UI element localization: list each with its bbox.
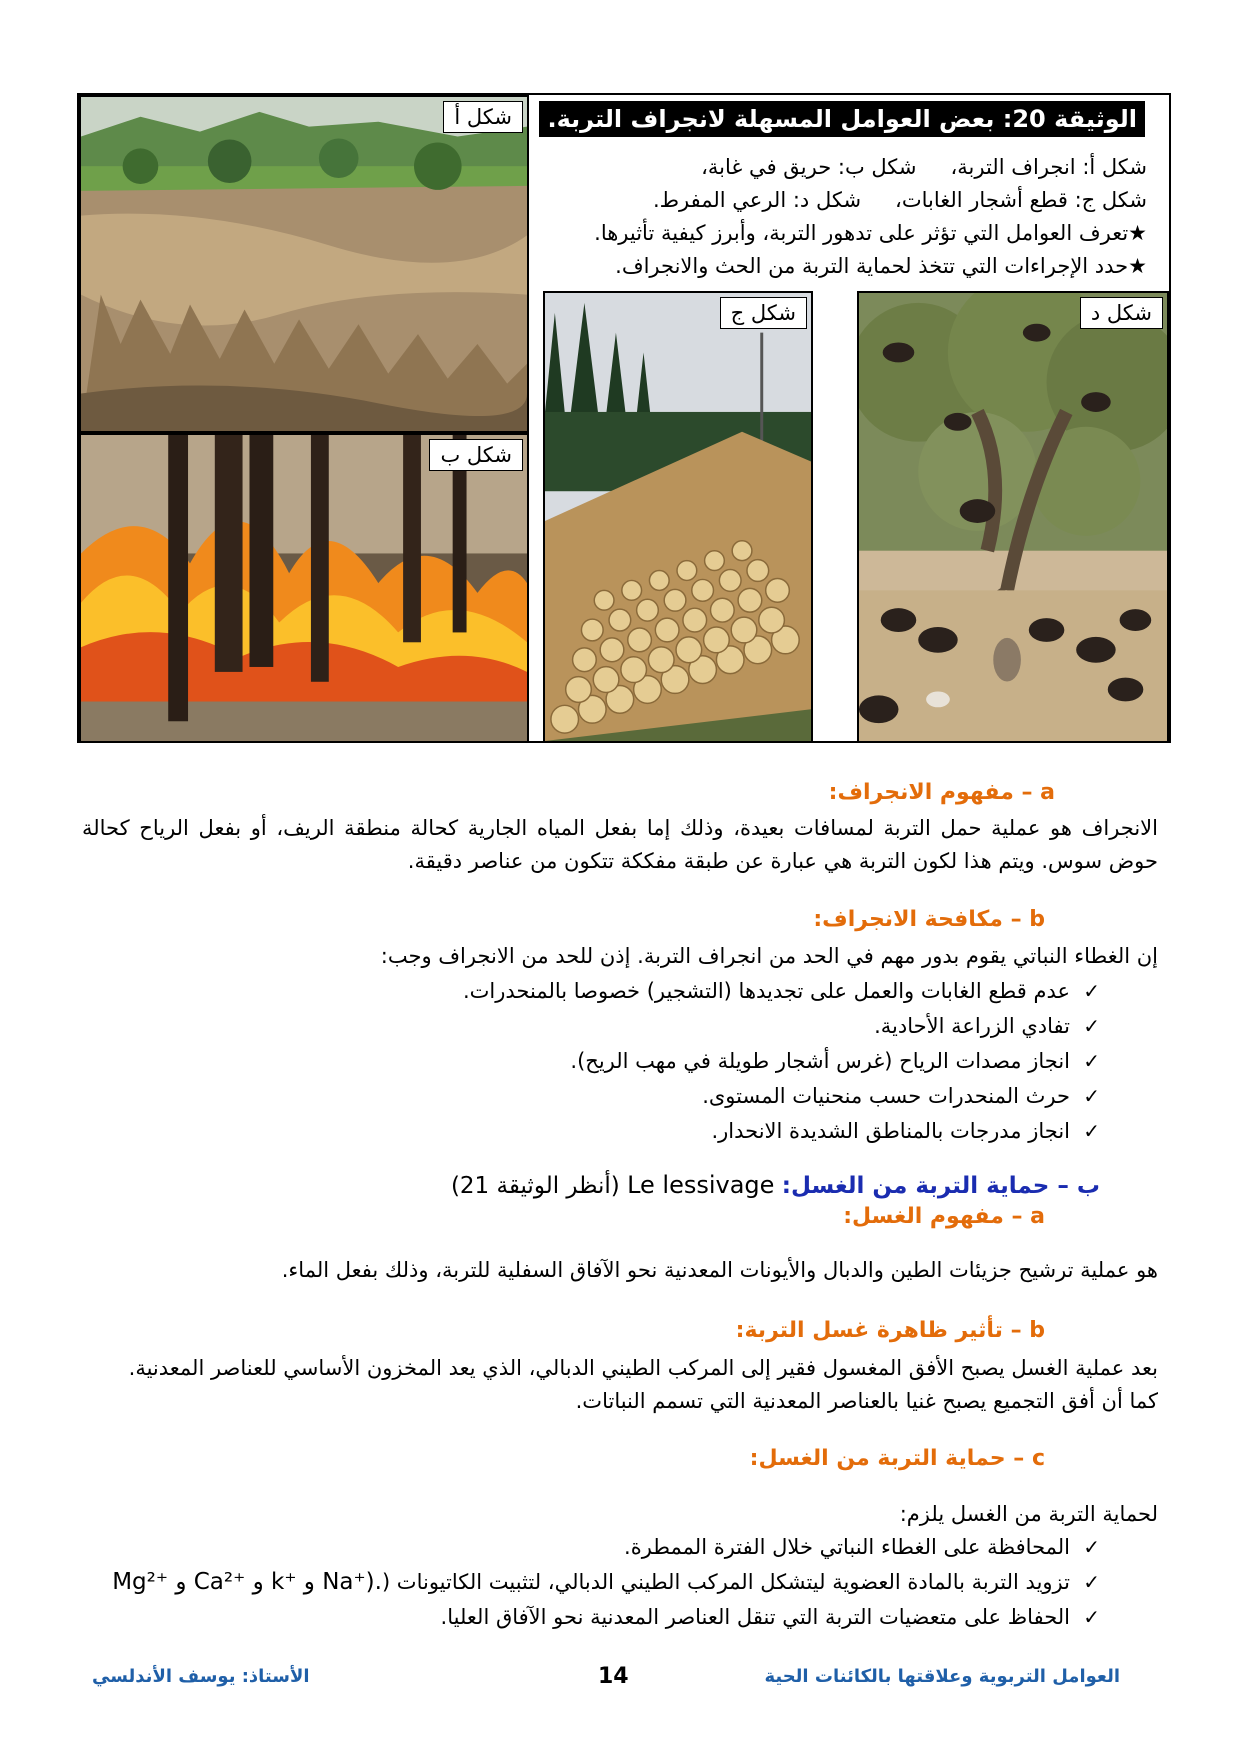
document-20-frame <box>77 93 1171 743</box>
list-item: ✓ عدم قطع الغابات والعمل على تجديدها (التشجير) خصوصا بالمنحدرات. <box>100 974 1100 1009</box>
log-pile-image <box>545 293 811 741</box>
check-icon: ✓ <box>1083 979 1100 1003</box>
leaching-protect-intro: لحماية التربة من الغسل يلزم: <box>899 1502 1158 1526</box>
leaching-section-title <box>451 1169 1100 1203</box>
caption-a: شكل أ: انجراف التربة، <box>950 155 1147 179</box>
photo-soil-erosion <box>79 95 529 433</box>
leaching-protect-list <box>50 1530 1100 1635</box>
caption-line-1 <box>527 151 1147 184</box>
soil-erosion-image <box>81 97 527 431</box>
list-item: ✓ انجاز مدرجات بالمناطق الشديدة الانحدار. <box>100 1114 1100 1149</box>
caption-d: شكل د: الرعي المفرط. <box>652 188 862 212</box>
caption-b: شكل ب: حريق في غابة، <box>701 155 917 179</box>
list-item: ✓ تزويد التربة بالمادة العضوية ليتشكل المركب الطيني الدبالي، لتثبيت الكاتيونات (Mg²⁺ و Ca²⁺ و k⁺ و Na⁺). <box>50 1565 1100 1600</box>
photo-cut-trees <box>543 291 813 743</box>
photo-overgrazing <box>857 291 1169 743</box>
figure-label-d: شكل د <box>1080 297 1163 329</box>
cations-list: Mg²⁺ و Ca²⁺ و k⁺ و Na⁺). <box>112 1569 382 1595</box>
erosion-concept-heading: a – مفهوم الانجراف: <box>828 780 1055 805</box>
caption-line-2 <box>527 184 1147 217</box>
leaching-effect-line-2: كما أن أفق التجميع يصبح غنيا بالعناصر المعدنية التي تسمم النباتات. <box>575 1389 1158 1413</box>
leaching-concept-text: هو عملية ترشيح جزيئات الطين والدبال والأيونات المعدنية نحو الآفاق السفلية للتربة، وذلك بفعل الماء. <box>281 1258 1158 1282</box>
leaching-effect-line-1: بعد عملية الغسل يصبح الأفق المغسول فقير إلى المركب الطيني الدبالي، الذي يعد المخزون الأساسي للعناصر المعدنية. <box>128 1356 1158 1380</box>
erosion-fight-list <box>100 974 1100 1149</box>
figure-label-a: شكل أ <box>443 101 523 133</box>
figure-label-b: شكل ب <box>429 439 523 471</box>
check-icon: ✓ <box>1083 1084 1100 1108</box>
document-title: الوثيقة 20: بعض العوامل المسهلة لانجراف التربة. <box>539 101 1145 137</box>
check-icon: ✓ <box>1083 1605 1100 1629</box>
check-icon: ✓ <box>1083 1014 1100 1038</box>
photo-forest-fire <box>79 433 529 743</box>
erosion-concept-text: الانجراف هو عملية حمل التربة لمسافات بعيدة، وذلك إما بفعل المياه الجارية كحالة منطقة الريف، أو بفعل الرياح كحالة حوض سوس. ويتم هذا لكون التربة هي عبارة عن طبقة مفككة تتكون من عناصر دقيقة. <box>82 816 1158 873</box>
goats-tree-image <box>859 293 1167 741</box>
forest-fire-image <box>81 435 527 741</box>
check-icon: ✓ <box>1083 1049 1100 1073</box>
caption-c: شكل ج: قطع أشجار الغابات، <box>895 188 1147 212</box>
leaching-title-ref: (أنظر الوثيقة 21) <box>450 1173 620 1199</box>
leaching-protect-heading: c – حماية التربة من الغسل: <box>749 1446 1045 1471</box>
check-icon: ✓ <box>1083 1119 1100 1143</box>
document-captions <box>527 151 1147 283</box>
task-1: ★تعرف العوامل التي تؤثر على تدهور التربة، وأبرز كيفية تأثيرها. <box>594 221 1147 245</box>
leaching-effect-heading: b – تأثير ظاهرة غسل التربة: <box>735 1318 1045 1343</box>
task-2: ★حدد الإجراءات التي تتخذ لحماية التربة من الحث والانجراف. <box>615 254 1147 278</box>
list-item: ✓ الحفاظ على متعضيات التربة التي تنقل العناصر المعدنية نحو الآفاق العليا. <box>50 1600 1100 1635</box>
check-icon: ✓ <box>1083 1570 1100 1594</box>
leaching-title-french: Le lessivage <box>627 1171 775 1199</box>
list-item: ✓ انجاز مصدات الرياح (غرس أشجار طويلة في مهب الريح). <box>100 1044 1100 1079</box>
list-item: ✓ حرث المنحدرات حسب منحنيات المستوى. <box>100 1079 1100 1114</box>
page-number: 14 <box>598 1664 629 1689</box>
footer-chapter-title: العوامل التربوية وعلاقتها بالكائنات الحية <box>764 1666 1120 1687</box>
footer-author: الأستاذ: يوسف الأندلسي <box>92 1666 310 1687</box>
erosion-fight-heading: b – مكافحة الانجراف: <box>813 907 1045 932</box>
list-item: ✓ تفادي الزراعة الأحادية. <box>100 1009 1100 1044</box>
figure-label-c: شكل ج <box>720 297 807 329</box>
check-icon: ✓ <box>1083 1535 1100 1559</box>
erosion-fight-intro: إن الغطاء النباتي يقوم بدور مهم في الحد من انجراف التربة. إذن للحد من الانجراف وجب: <box>380 944 1158 968</box>
leaching-concept-heading: a – مفهوم الغسل: <box>843 1204 1045 1229</box>
list-item: ✓ المحافظة على الغطاء النباتي خلال الفترة الممطرة. <box>50 1530 1100 1565</box>
leaching-title-prefix: ب – حماية التربة من الغسل: <box>781 1173 1100 1199</box>
